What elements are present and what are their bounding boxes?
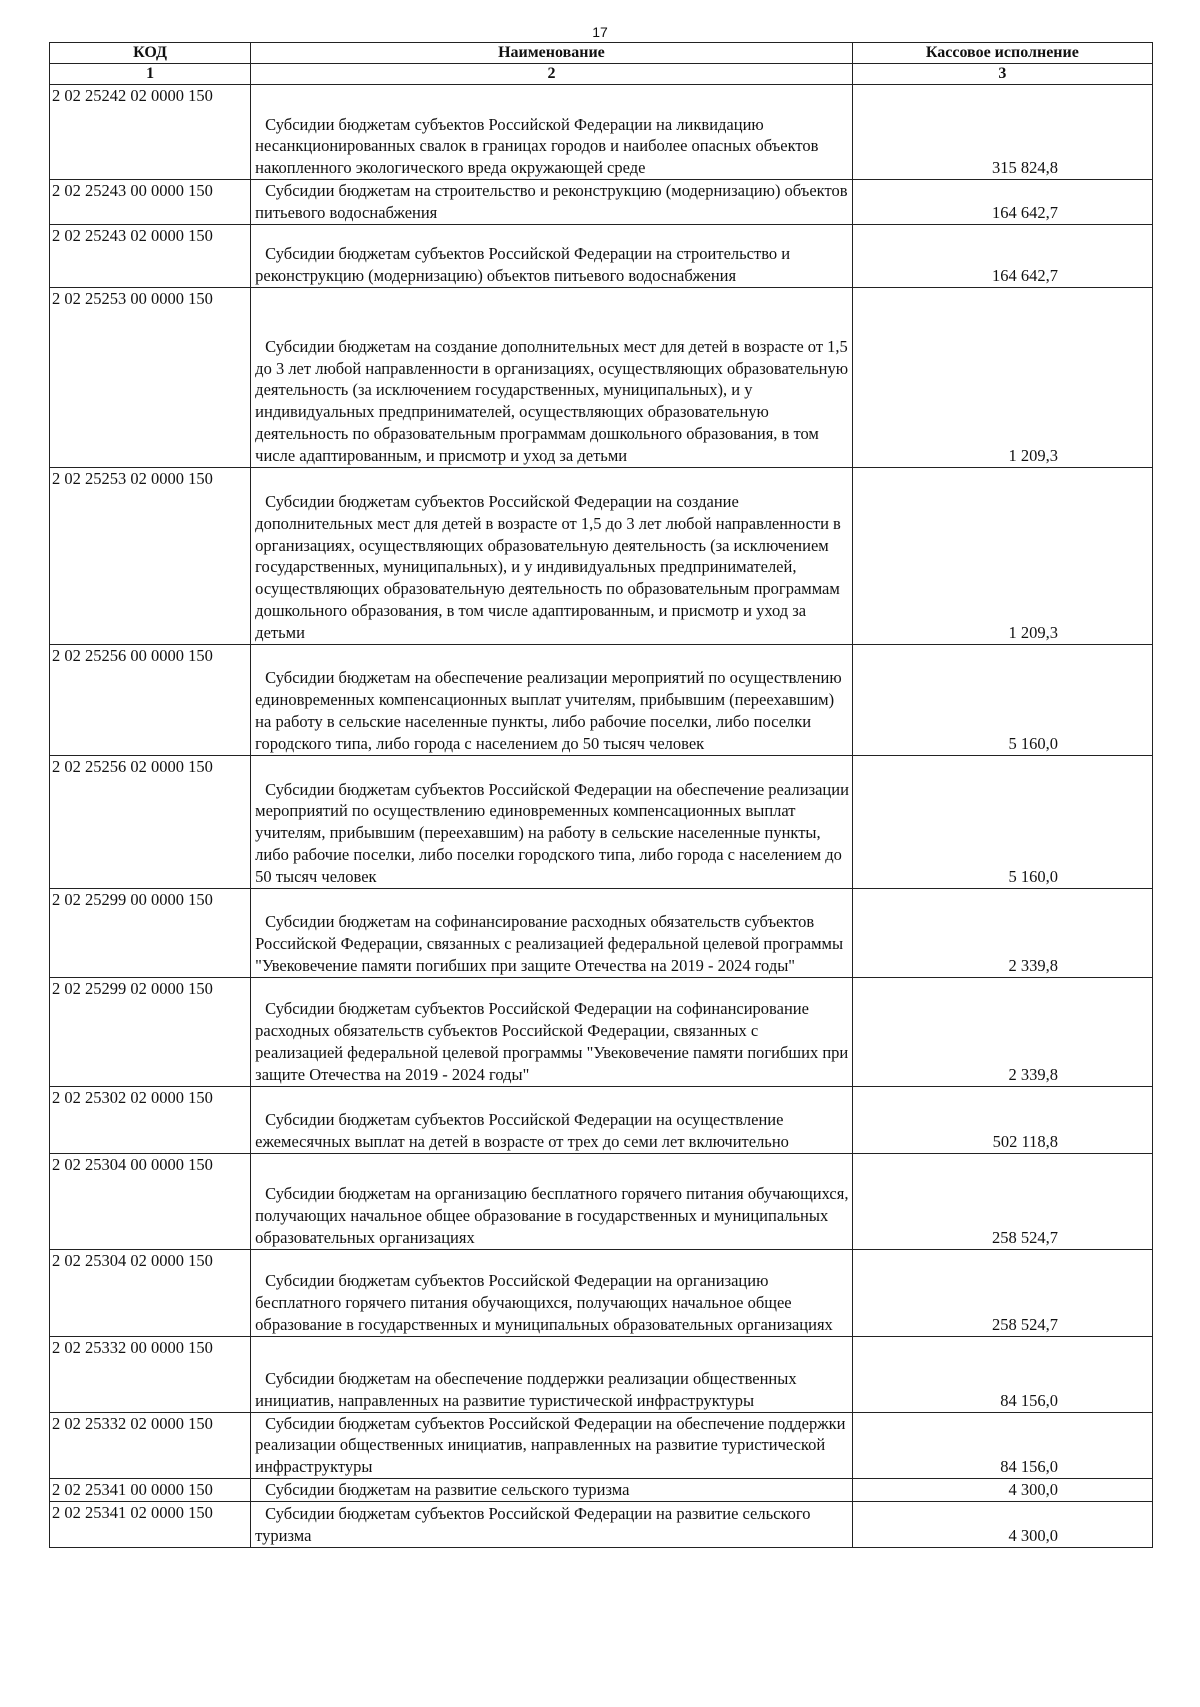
row-code: 2 02 25253 00 0000 150 [50, 287, 251, 467]
row-code: 2 02 25332 02 0000 150 [50, 1412, 251, 1478]
row-name-cell [251, 977, 853, 1086]
row-code: 2 02 25332 00 0000 150 [50, 1336, 251, 1412]
table-row [50, 85, 1153, 180]
row-amount: 5 160,0 [852, 755, 1152, 888]
row-name: Субсидии бюджетам субъектов Российской Федерации на осуществление ежемесячных выплат на детей в возрасте от трех до семи лет включительно [255, 1110, 789, 1151]
row-name-cell [251, 888, 853, 977]
row-name-wrapper [255, 288, 850, 467]
row-name-cell [251, 467, 853, 644]
row-code: 2 02 25243 02 0000 150 [50, 224, 251, 287]
row-amount: 2 339,8 [852, 888, 1152, 977]
table-row [50, 180, 1153, 225]
header-name: Наименование [251, 43, 853, 64]
row-amount: 258 524,7 [852, 1153, 1152, 1249]
row-amount: 502 118,8 [852, 1086, 1152, 1153]
row-name-wrapper [255, 1087, 850, 1153]
row-name-wrapper [255, 889, 850, 977]
table-row [50, 1501, 1153, 1547]
row-name: Субсидии бюджетам на строительство и реконструкцию (модернизацию) объектов питьевого водоснабжения [255, 181, 848, 222]
column-number-row [50, 64, 1153, 85]
row-amount: 1 209,3 [852, 467, 1152, 644]
row-name-cell [251, 1086, 853, 1153]
table-row [50, 1478, 1153, 1501]
row-name-cell [251, 1153, 853, 1249]
column-number-2: 2 [251, 64, 853, 85]
row-name: Субсидии бюджетам на обеспечение поддержки реализации общественных инициатив, направленных на развитие туристической инфраструктуры [255, 1369, 797, 1410]
row-name: Субсидии бюджетам субъектов Российской Федерации на создание дополнительных мест для детей в возрасте от 1,5 до 3 лет любой направленности в организациях, осуществляющих образовательную деятельность (за исключением государственных, муниципальных), и у индивидуальных предпринимателей, осуществляющих образовательную деятельность по образовательным программам дошкольного образования, в том числе адаптированным, и присмотр и уход за детьми [255, 492, 841, 642]
row-name-cell [251, 180, 853, 225]
table-row [50, 1249, 1153, 1336]
row-code: 2 02 25341 00 0000 150 [50, 1478, 251, 1501]
table-row [50, 1086, 1153, 1153]
row-name-cell [251, 287, 853, 467]
row-name-wrapper [255, 1413, 850, 1478]
row-name-cell [251, 644, 853, 755]
row-amount: 315 824,8 [852, 85, 1152, 180]
row-name-wrapper [255, 468, 850, 644]
row-name: Субсидии бюджетам на развитие сельского туризма [265, 1479, 630, 1499]
row-name-wrapper [255, 1479, 850, 1501]
row-name-wrapper [255, 180, 850, 224]
row-name: Субсидии бюджетам субъектов Российской Федерации на обеспечение поддержки реализации общественных инициатив, направленных на развитие туристической инфраструктуры [255, 1413, 846, 1477]
row-name: Субсидии бюджетам субъектов Российской Федерации на ликвидацию несанкционированных свалок в границах городов и наиболее опасных объектов накопленного экологического вреда окружающей среде [255, 114, 819, 178]
row-name-wrapper [255, 1337, 850, 1412]
row-name-wrapper [255, 225, 850, 287]
row-amount: 164 642,7 [852, 180, 1152, 225]
row-name-cell [251, 1501, 853, 1547]
row-name-cell [251, 224, 853, 287]
row-name-wrapper [255, 85, 850, 179]
column-number-3: 3 [852, 64, 1152, 85]
header-row [50, 43, 1153, 64]
row-code: 2 02 25304 00 0000 150 [50, 1153, 251, 1249]
row-code: 2 02 25256 00 0000 150 [50, 644, 251, 755]
row-name-wrapper [255, 1154, 850, 1249]
row-name: Субсидии бюджетам на создание дополнительных мест для детей в возрасте от 1,5 до 3 лет любой направленности в организациях, осуществляющих образовательную деятельность (за исключением государственных, муниципальных), и у индивидуальных предпринимателей, осуществляющих образовательную деятельность по образовательным программам дошкольного образования, в том числе адаптированным, и присмотр и уход за детьми [255, 336, 849, 465]
header-code: КОД [50, 43, 251, 64]
table-row [50, 1412, 1153, 1478]
page-number: 17 [592, 24, 608, 40]
row-name: Субсидии бюджетам субъектов Российской Федерации на организацию бесплатного горячего питания обучающихся, получающих начальное общее образование в государственных и муниципальных образовательных организациях [255, 1271, 833, 1334]
row-code: 2 02 25341 02 0000 150 [50, 1501, 251, 1547]
row-amount: 5 160,0 [852, 644, 1152, 755]
row-name: Субсидии бюджетам субъектов Российской Федерации на обеспечение реализации мероприятий по осуществлению единовременных компенсационных выплат учителям, прибывшим (переехавшим) на работу в сельские населенные пункты, либо рабочие поселки, либо поселки городского типа, либо города с населением до 50 тысяч человек [255, 779, 849, 886]
row-code: 2 02 25256 02 0000 150 [50, 755, 251, 888]
table-row [50, 977, 1153, 1086]
row-name-cell [251, 1336, 853, 1412]
row-amount: 2 339,8 [852, 977, 1152, 1086]
table-row [50, 644, 1153, 755]
row-code: 2 02 25242 02 0000 150 [50, 85, 251, 180]
row-name-cell [251, 755, 853, 888]
row-amount: 4 300,0 [852, 1478, 1152, 1501]
table-header [50, 43, 1153, 85]
table-row [50, 1153, 1153, 1249]
row-amount: 84 156,0 [852, 1412, 1152, 1478]
row-name-cell [251, 1412, 853, 1478]
row-code: 2 02 25243 00 0000 150 [50, 180, 251, 225]
row-name-wrapper [255, 1250, 850, 1336]
row-amount: 4 300,0 [852, 1501, 1152, 1547]
row-name: Субсидии бюджетам на софинансирование расходных обязательств субъектов Российской Федерации, связанных с реализацией федеральной целевой программы "Увековечение памяти погибших при защите Отечества на 2019 - 2024 годы" [255, 912, 844, 975]
row-name-cell [251, 1249, 853, 1336]
row-name: Субсидии бюджетам на организацию бесплатного горячего питания обучающихся, получающих начальное общее образование в государственных и муниципальных образовательных организациях [255, 1184, 849, 1247]
row-name-wrapper [255, 1502, 850, 1547]
table-body [50, 85, 1153, 1548]
header-amount: Кассовое исполнение [852, 43, 1152, 64]
budget-table [49, 42, 1153, 1548]
column-number-1: 1 [50, 64, 251, 85]
row-amount: 84 156,0 [852, 1336, 1152, 1412]
row-name-cell [251, 85, 853, 180]
row-code: 2 02 25299 02 0000 150 [50, 977, 251, 1086]
row-amount: 258 524,7 [852, 1249, 1152, 1336]
table-row [50, 287, 1153, 467]
row-amount: 1 209,3 [852, 287, 1152, 467]
table-row [50, 224, 1153, 287]
row-code: 2 02 25304 02 0000 150 [50, 1249, 251, 1336]
row-name-wrapper [255, 978, 850, 1086]
row-name: Субсидии бюджетам субъектов Российской Федерации на строительство и реконструкцию (модернизацию) объектов питьевого водоснабжения [255, 244, 791, 285]
row-name-wrapper [255, 645, 850, 755]
row-code: 2 02 25302 02 0000 150 [50, 1086, 251, 1153]
row-name: Субсидии бюджетам субъектов Российской Федерации на софинансирование расходных обязательств субъектов Российской Федерации, связанных с реализацией федеральной целевой программы "Увековечение памяти погибших при защите Отечества на 2019 - 2024 годы" [255, 999, 849, 1084]
table-row [50, 1336, 1153, 1412]
row-name: Субсидии бюджетам на обеспечение реализации мероприятий по осуществлению единовременных компенсационных выплат учителям, прибывшим (переехавшим) на работу в сельские населенные пункты, либо рабочие поселки, либо поселки городского типа, либо города с населением до 50 тысяч человек [255, 668, 842, 753]
row-name: Субсидии бюджетам субъектов Российской Федерации на развитие сельского туризма [255, 1504, 811, 1545]
row-code: 2 02 25253 02 0000 150 [50, 467, 251, 644]
table-row [50, 888, 1153, 977]
table-row [50, 755, 1153, 888]
row-name-wrapper [255, 756, 850, 888]
row-code: 2 02 25299 00 0000 150 [50, 888, 251, 977]
row-name-cell [251, 1478, 853, 1501]
table-row [50, 467, 1153, 644]
row-amount: 164 642,7 [852, 224, 1152, 287]
